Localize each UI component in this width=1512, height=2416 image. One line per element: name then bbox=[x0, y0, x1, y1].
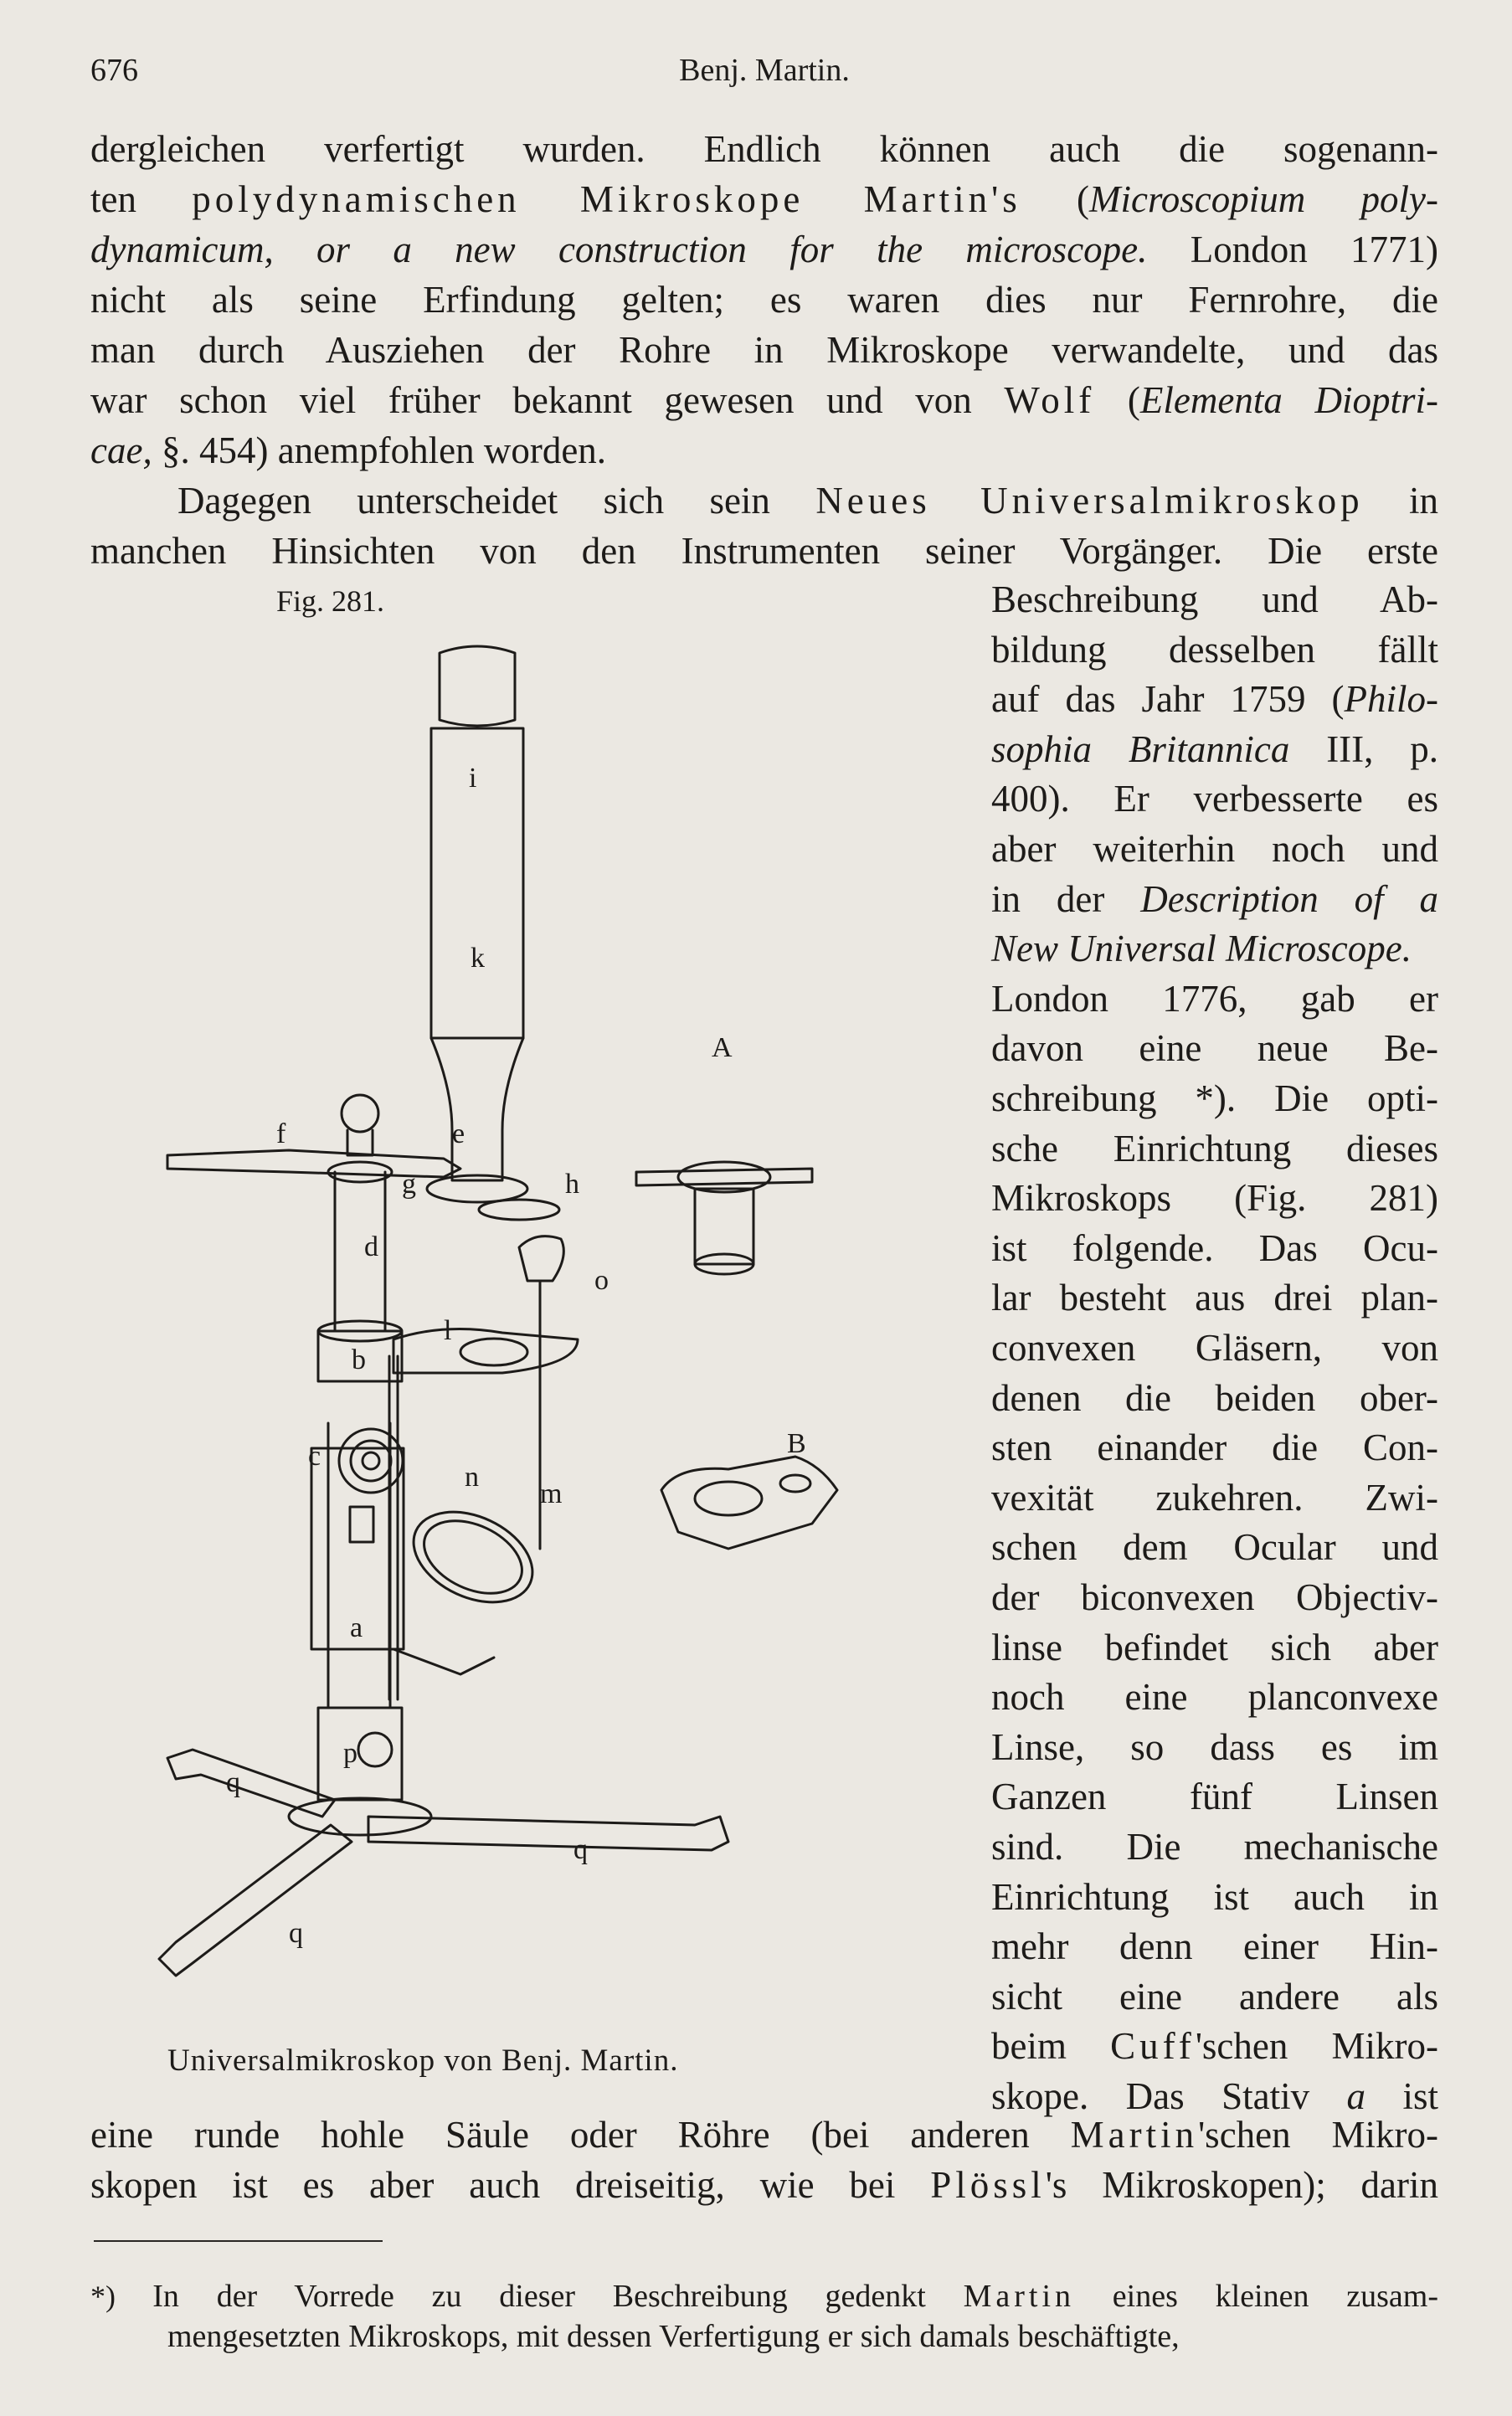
text-run: Neues Universalmikroskop bbox=[815, 480, 1364, 522]
text-run: mehr denn einer Hin- bbox=[991, 1925, 1438, 1968]
figure-letters bbox=[226, 763, 806, 1949]
letter-B: B bbox=[787, 1428, 806, 1459]
microscope-engraving bbox=[142, 586, 946, 2110]
figure-281 bbox=[142, 586, 946, 2110]
text-run: skopen ist es aber auch dreiseitig, wie bei bbox=[90, 2164, 931, 2206]
text-line bbox=[991, 824, 1438, 874]
text-run: III, p. bbox=[1289, 727, 1438, 770]
text-run: ( bbox=[1095, 379, 1140, 421]
text-line bbox=[991, 1123, 1438, 1174]
text-run: London 1776, gab er bbox=[991, 977, 1438, 1020]
text-run: Martin bbox=[1070, 2114, 1199, 2156]
text-run: beim bbox=[991, 2025, 1111, 2068]
letter-c: c bbox=[308, 1441, 321, 1472]
text-line bbox=[991, 1522, 1438, 1572]
text-run: dynamicum, or a new construction for the microscope. bbox=[90, 229, 1148, 270]
footnote-rule bbox=[94, 2240, 383, 2242]
text-line bbox=[991, 674, 1438, 724]
text-run: denen die beiden ober- bbox=[991, 1376, 1438, 1419]
text-run: polydynamischen Mikroskope Martin's bbox=[192, 178, 1021, 220]
condenser-o bbox=[519, 1236, 563, 1281]
letter-e: e bbox=[452, 1118, 465, 1149]
rack bbox=[350, 1507, 373, 1542]
text-run: Martin bbox=[963, 2279, 1076, 2314]
footnote-line bbox=[90, 2277, 1438, 2316]
text-line bbox=[90, 2110, 1438, 2160]
text-run: linse befindet sich aber bbox=[991, 1626, 1438, 1668]
letter-g: g bbox=[402, 1169, 416, 1200]
text-run: London 1771) bbox=[1147, 229, 1438, 270]
focus-wheel-c bbox=[339, 1429, 403, 1493]
pillar-a bbox=[328, 1423, 390, 1708]
text-run: ten bbox=[90, 178, 193, 220]
text-line bbox=[177, 475, 1438, 526]
running-header bbox=[90, 52, 1438, 102]
text-run: 'schen Mikro- bbox=[1195, 2025, 1438, 2068]
text-line bbox=[991, 974, 1438, 1024]
text-line bbox=[991, 1572, 1438, 1622]
eyepiece-i bbox=[440, 646, 515, 726]
text-run: sicht eine andere als bbox=[991, 1975, 1438, 2018]
letter-k: k bbox=[471, 943, 485, 974]
text-run: Cuff bbox=[1110, 2025, 1196, 2068]
mirror-m bbox=[399, 1494, 548, 1620]
text-line bbox=[991, 1173, 1438, 1223]
letter-A: A bbox=[712, 1032, 733, 1063]
text-run: war schon viel früher bekannt gewesen und von bbox=[90, 379, 1005, 421]
figure-caption: Universalmikroskop von Benj. Martin. bbox=[167, 2043, 679, 2078]
text-run: sophia Britannica bbox=[991, 727, 1290, 770]
text-run: Ganzen fünf Linsen bbox=[991, 1776, 1438, 1818]
text-run: sten einander die Con- bbox=[991, 1426, 1438, 1469]
text-line bbox=[991, 1672, 1438, 1722]
tripod-foot-left bbox=[167, 1750, 335, 1817]
text-line bbox=[991, 1622, 1438, 1673]
text-run: manchen Hinsichten von den Instrumenten seiner Vorgänger. Die erste bbox=[90, 530, 1438, 572]
text-run: mengesetzten Mikroskops, mit dessen Verfertigung er sich damals beschäftigte, bbox=[167, 2319, 1180, 2354]
text-run: In der Vorrede zu dieser Beschreibung gedenkt bbox=[152, 2279, 964, 2314]
letter-p: p bbox=[343, 1738, 357, 1769]
text-line bbox=[90, 124, 1438, 174]
text-run: skope. Das Stativ bbox=[991, 2075, 1347, 2117]
accessory-a-plate bbox=[636, 1169, 812, 1185]
text-run: 's Mikroskopen); darin bbox=[1045, 2164, 1438, 2206]
text-run: sche Einrichtung dieses bbox=[991, 1127, 1438, 1169]
letter-q-right: q bbox=[573, 1834, 588, 1865]
text-line bbox=[991, 574, 1438, 625]
text-line bbox=[991, 1971, 1438, 2022]
text-run: schreibung *). Die opti- bbox=[991, 1077, 1438, 1119]
letter-q-front: q bbox=[289, 1918, 303, 1949]
text-run: der biconvexen Objectiv- bbox=[991, 1576, 1438, 1618]
text-line bbox=[991, 1771, 1438, 1822]
body-tube-k bbox=[431, 728, 523, 1038]
text-run: Description of a bbox=[1140, 877, 1438, 920]
text-run: Plössl bbox=[930, 2164, 1046, 2206]
letter-m: m bbox=[540, 1478, 563, 1509]
footnote-line bbox=[167, 2317, 1438, 2356]
text-run: Einrichtung ist auch in bbox=[991, 1875, 1438, 1918]
text-run: aber weiterhin noch und bbox=[991, 828, 1438, 870]
text-run: §. 454) anempfohlen worden. bbox=[152, 429, 607, 471]
text-run: 'schen Mikro- bbox=[1198, 2114, 1438, 2156]
text-line bbox=[90, 224, 1438, 275]
running-head-title: Benj. Martin. bbox=[679, 53, 850, 88]
text-run: ist bbox=[1365, 2075, 1438, 2117]
text-line bbox=[991, 1223, 1438, 1273]
text-run: eine runde hohle Säule oder Röhre (bei anderen bbox=[90, 2114, 1071, 2156]
text-run: dergleichen verfertigt wurden. Endlich können auch die sogenann- bbox=[90, 128, 1438, 170]
text-run: Microscopium poly- bbox=[1088, 178, 1438, 220]
text-run: ( bbox=[1021, 178, 1089, 220]
text-run: Mikroskops (Fig. 281) bbox=[991, 1177, 1438, 1220]
text-line bbox=[90, 526, 1438, 576]
letter-q-left: q bbox=[226, 1767, 240, 1798]
letter-d: d bbox=[364, 1231, 378, 1262]
text-run: sind. Die mechanische bbox=[991, 1826, 1438, 1868]
letter-h: h bbox=[565, 1169, 579, 1200]
page-number: 676 bbox=[90, 53, 138, 88]
base-screw bbox=[358, 1733, 392, 1766]
text-line bbox=[991, 724, 1438, 774]
tripod-foot-right bbox=[368, 1817, 728, 1850]
text-line bbox=[90, 375, 1438, 425]
text-run: cae, bbox=[90, 429, 152, 471]
text-run: lar besteht aus drei plan- bbox=[991, 1277, 1438, 1319]
text-run: schen dem Ocular und bbox=[991, 1526, 1438, 1569]
text-line bbox=[90, 2160, 1438, 2210]
text-line bbox=[991, 1722, 1438, 1772]
text-run: Dagegen unterscheidet sich sein bbox=[177, 480, 816, 522]
text-run: in bbox=[1363, 480, 1438, 522]
text-run: Beschreibung und Ab- bbox=[991, 578, 1438, 620]
text-run: 400). Er verbesserte es bbox=[991, 778, 1438, 820]
text-line bbox=[991, 2021, 1438, 2071]
footnote-mark: *) bbox=[90, 2280, 153, 2313]
text-run: man durch Ausziehen der Rohre in Mikroskope verwandelte, und das bbox=[90, 329, 1438, 371]
letter-l: l bbox=[444, 1315, 452, 1346]
text-line bbox=[991, 1473, 1438, 1523]
letter-b: b bbox=[352, 1344, 366, 1375]
text-run: New Universal Microscope. bbox=[991, 928, 1412, 970]
text-line bbox=[991, 1073, 1438, 1123]
text-run: auf das Jahr 1759 ( bbox=[991, 678, 1345, 721]
text-run: eines kleinen zusam- bbox=[1075, 2279, 1438, 2314]
text-line bbox=[991, 1422, 1438, 1473]
text-run: bildung desselben fällt bbox=[991, 628, 1438, 671]
stage-l bbox=[393, 1329, 578, 1374]
text-line bbox=[991, 1323, 1438, 1373]
text-run: vexität zukehren. Zwi- bbox=[991, 1476, 1438, 1519]
letter-f: f bbox=[276, 1118, 286, 1149]
text-run: a bbox=[1346, 2075, 1366, 2117]
text-run: noch eine planconvexe bbox=[991, 1676, 1438, 1719]
text-run: ist folgende. Das Ocu- bbox=[991, 1226, 1438, 1269]
text-run: Philo- bbox=[1344, 678, 1438, 721]
text-line bbox=[991, 625, 1438, 675]
letter-a: a bbox=[350, 1612, 363, 1643]
text-line bbox=[991, 774, 1438, 824]
text-run: nicht als seine Erfindung gelten; es waren dies nur Fernrohre, die bbox=[90, 279, 1438, 321]
figure-number: Fig. 281. bbox=[276, 586, 385, 618]
text-line bbox=[90, 325, 1438, 375]
text-line bbox=[991, 1872, 1438, 1922]
text-run: in der bbox=[991, 877, 1141, 920]
arm-e bbox=[167, 1150, 460, 1177]
text-line bbox=[991, 923, 1438, 974]
text-line bbox=[90, 275, 1438, 325]
text-run: Wolf bbox=[1004, 379, 1096, 421]
letter-o: o bbox=[594, 1265, 609, 1296]
text-run: Elementa Dioptri- bbox=[1139, 379, 1438, 421]
letter-i: i bbox=[469, 763, 477, 794]
text-run: davon eine neue Be- bbox=[991, 1027, 1438, 1070]
text-line bbox=[90, 425, 1438, 475]
text-run: convexen Gläsern, von bbox=[991, 1327, 1438, 1369]
text-line bbox=[991, 874, 1438, 924]
letter-n: n bbox=[465, 1462, 479, 1493]
text-line bbox=[991, 1023, 1438, 1073]
text-line bbox=[991, 1822, 1438, 1872]
tripod-foot-front bbox=[159, 1825, 352, 1976]
knob-f bbox=[342, 1095, 378, 1132]
objective-h bbox=[479, 1200, 559, 1220]
text-line bbox=[90, 174, 1438, 224]
text-line bbox=[991, 1272, 1438, 1323]
accessory-b-plate bbox=[661, 1457, 837, 1549]
text-line bbox=[991, 1921, 1438, 1971]
text-line bbox=[991, 1373, 1438, 1423]
text-run: Linse, so dass es im bbox=[991, 1725, 1438, 1768]
